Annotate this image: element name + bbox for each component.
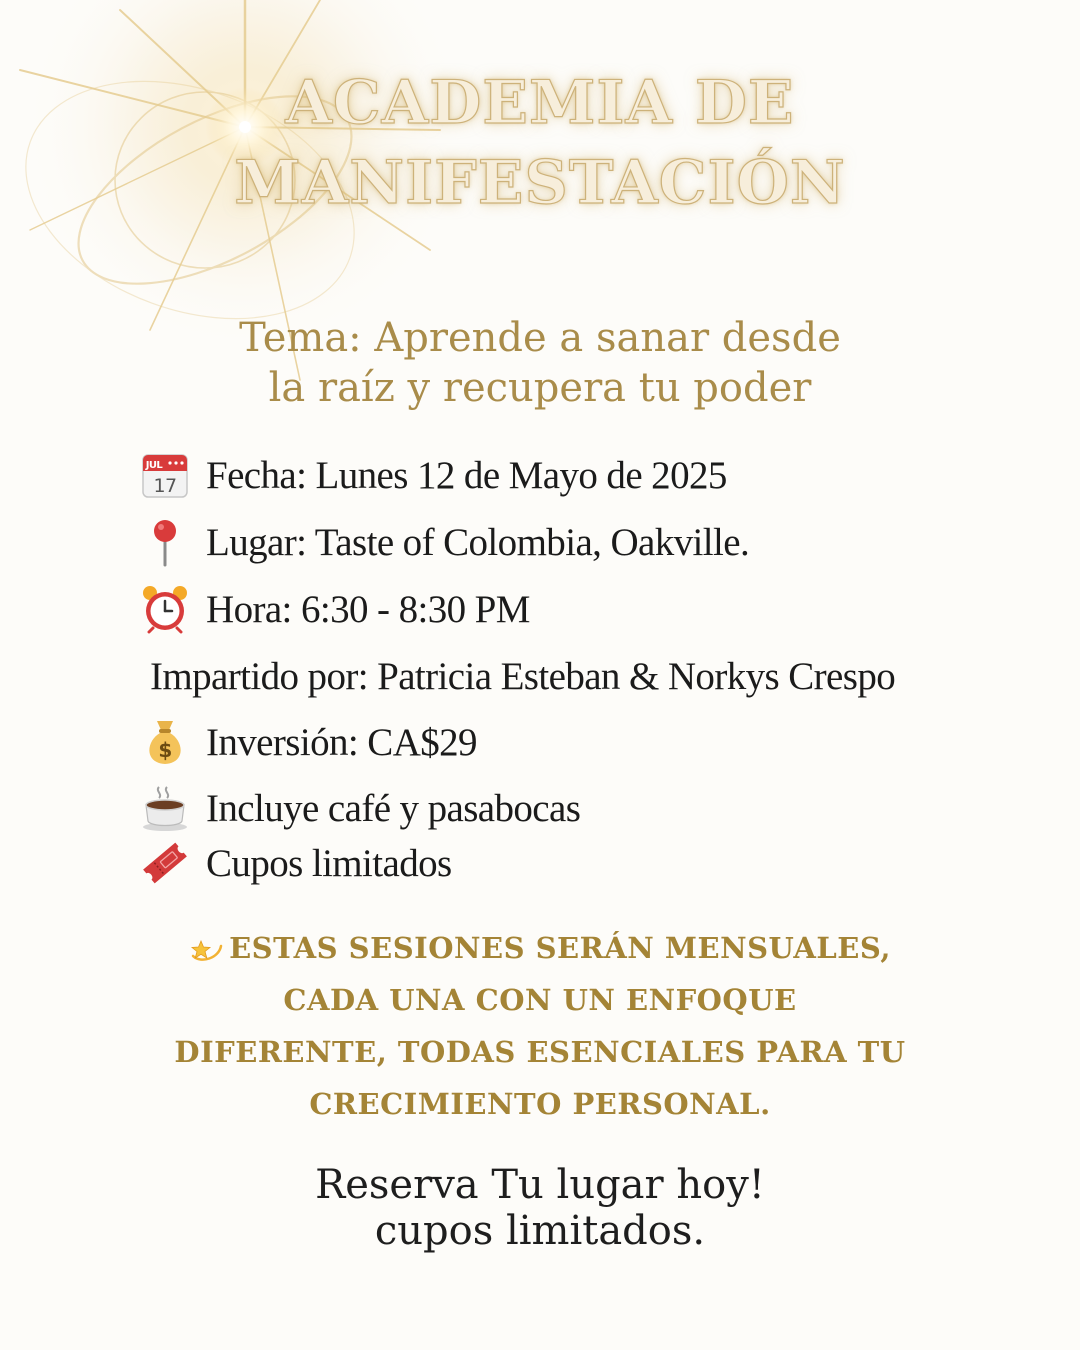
detail-fecha [140, 449, 727, 501]
note-line-4: CRECIMIENTO PERSONAL. [309, 1087, 771, 1121]
impartido-text: Impartido por: Patricia Esteban & Norkys Crespo [150, 654, 896, 698]
title-line-2: MANIFESTACIÓN [234, 148, 846, 218]
note-text-1: ESTAS SESIONES SERÁN MENSUALES, [229, 931, 891, 965]
svg-text:$: $ [158, 738, 172, 762]
tema-line-1: Tema: Aprende a sanar desde [239, 315, 841, 361]
pushpin-icon [140, 517, 190, 567]
svg-text:JUL: JUL [145, 460, 163, 471]
tema-line-2: la raíz y recupera tu poder [268, 365, 812, 411]
alarm-clock-icon [140, 584, 190, 634]
note-line-1 [90, 930, 990, 965]
hot-beverage-icon [140, 783, 190, 833]
inversion-text: Inversión: CA$29 [206, 720, 477, 764]
detail-incluye [140, 782, 580, 834]
dizzy-star-icon [189, 930, 225, 962]
detail-cupos [140, 837, 452, 889]
hora-text: Hora: 6:30 - 8:30 PM [206, 587, 530, 631]
title-line-1: ACADEMIA DE [285, 68, 795, 138]
cupos-text: Cupos limitados [206, 841, 452, 885]
money-bag-icon [140, 717, 190, 767]
ticket-icon [140, 838, 190, 888]
detail-inversion [140, 716, 477, 768]
detail-impartido [150, 650, 895, 702]
detail-lugar [140, 516, 749, 568]
fecha-text: Fecha: Lunes 12 de Mayo de 2025 [206, 453, 727, 497]
note-line-2: CADA UNA CON UN ENFOQUE [283, 983, 797, 1017]
detail-hora [140, 583, 530, 635]
calendar-icon [140, 450, 190, 500]
lugar-text: Lugar: Taste of Colombia, Oakville. [206, 520, 750, 564]
reserve-line-2: cupos limitados. [374, 1208, 706, 1254]
note-line-3: DIFERENTE, TODAS ESENCIALES PARA TU [174, 1035, 906, 1069]
reserve-line-1: Reserva Tu lugar hoy! [315, 1162, 765, 1208]
incluye-text: Incluye café y pasabocas [206, 786, 581, 830]
svg-text:17: 17 [153, 475, 177, 497]
